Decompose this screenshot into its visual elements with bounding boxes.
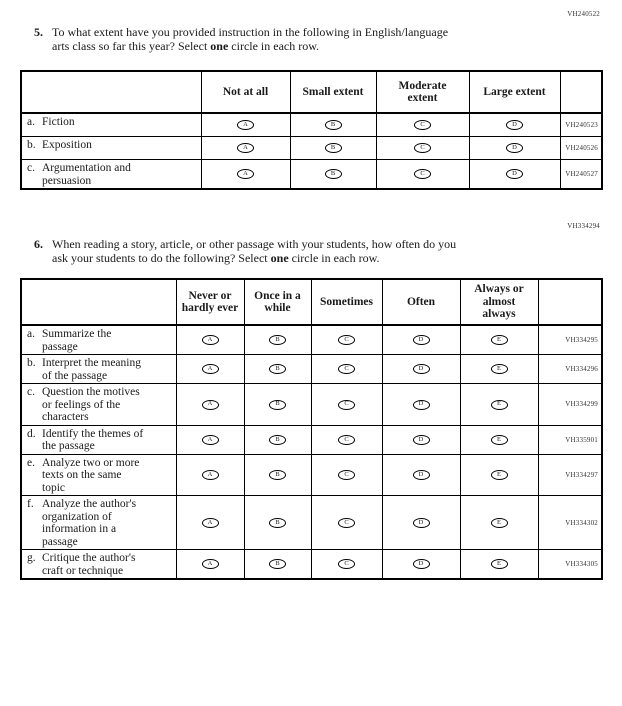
row-label-text xyxy=(42,498,172,548)
row-label-cell xyxy=(21,325,176,355)
question-6-line2-post: circle in each row. xyxy=(288,251,380,265)
row-label xyxy=(27,386,172,424)
answer-bubble[interactable] xyxy=(325,120,342,130)
row-label-text xyxy=(42,139,197,152)
column-header xyxy=(244,279,311,325)
question-5-number: 5. xyxy=(34,25,43,39)
answer-cell xyxy=(382,384,460,426)
answer-bubble[interactable] xyxy=(414,169,431,179)
code-header-cell xyxy=(560,71,602,113)
answer-cell xyxy=(460,454,538,496)
bubble-letter: E xyxy=(497,435,501,443)
q5-table xyxy=(20,70,603,190)
answer-bubble[interactable] xyxy=(413,364,430,374)
row-label-line: persuasion xyxy=(42,174,92,187)
column-header-line: while xyxy=(264,302,291,314)
question-6-line2-pre: ask your students to do the following? Select xyxy=(52,251,271,265)
row-letter: b. xyxy=(27,139,36,151)
question-5-line2-bold: one xyxy=(210,39,229,53)
bubble-letter: E xyxy=(497,365,501,373)
answer-cell xyxy=(460,355,538,384)
column-header xyxy=(469,71,560,113)
row-label-text xyxy=(42,116,197,129)
question-5-text-line2 xyxy=(52,39,587,53)
column-header-line: Once in a xyxy=(254,289,301,302)
answer-cell xyxy=(176,496,244,550)
row-label xyxy=(27,552,172,577)
answer-bubble[interactable] xyxy=(491,364,508,374)
row-label-text xyxy=(42,457,172,495)
column-header-line: Small extent xyxy=(302,85,364,98)
bubble-letter: A xyxy=(243,121,248,129)
row-label-line: or feelings of the xyxy=(42,398,121,411)
bubble-letter: D xyxy=(418,365,424,373)
answer-bubble[interactable] xyxy=(491,400,508,410)
row-label xyxy=(27,457,172,495)
row-label-line: passage xyxy=(42,535,78,548)
row-label-line: passage xyxy=(42,340,78,353)
bubble-letter: A xyxy=(243,170,248,178)
row-label-line: texts on the same xyxy=(42,469,122,481)
row-label-line: Analyze the author's xyxy=(42,498,137,510)
row-label-line: the passage xyxy=(42,440,95,452)
column-header-line: extent xyxy=(407,92,438,104)
answer-bubble[interactable] xyxy=(338,518,355,528)
row-code: VH335901 xyxy=(538,425,602,454)
answer-bubble[interactable] xyxy=(202,364,219,374)
row-letter: c. xyxy=(27,386,35,398)
answer-cell xyxy=(244,496,311,550)
answer-bubble[interactable] xyxy=(338,470,355,480)
bubble-letter: D xyxy=(418,518,424,526)
row-label-cell xyxy=(21,550,176,580)
row-label-line: information in a xyxy=(42,523,117,535)
answer-cell xyxy=(382,325,460,355)
bubble-letter: B xyxy=(275,560,280,568)
answer-cell xyxy=(290,113,376,137)
answer-cell xyxy=(176,325,244,355)
row-code: VH334299 xyxy=(538,384,602,426)
header-row xyxy=(21,71,602,113)
row-letter: a. xyxy=(27,328,35,340)
column-header-line: Not at all xyxy=(222,85,269,98)
row-label-text xyxy=(42,552,172,577)
column-header-line: Never or xyxy=(188,289,232,302)
row-label-line: organization of xyxy=(42,510,112,523)
answer-bubble[interactable] xyxy=(202,518,219,528)
answer-bubble[interactable] xyxy=(269,400,286,410)
question-6-text xyxy=(52,237,587,265)
row-letter: e. xyxy=(27,456,35,469)
row-label-line: Question the motives xyxy=(42,386,140,398)
column-header xyxy=(201,71,290,113)
row-label xyxy=(27,357,172,382)
question-5-text-line1: To what extent have you provided instruction in the following in English/language xyxy=(52,25,449,39)
answer-bubble[interactable] xyxy=(202,435,219,445)
table-row xyxy=(21,425,602,454)
column-header xyxy=(382,279,460,325)
bubble-letter: D xyxy=(418,435,424,443)
bubble-letter: E xyxy=(497,518,501,526)
row-label-text xyxy=(42,428,172,453)
table-row xyxy=(21,160,602,190)
bubble-letter: A xyxy=(207,400,213,408)
row-label-line: craft or technique xyxy=(42,564,124,577)
answer-bubble[interactable] xyxy=(338,400,355,410)
answer-cell xyxy=(460,384,538,426)
row-label-line: Identify the themes of xyxy=(42,427,144,440)
answer-cell xyxy=(244,355,311,384)
stub-header-cell xyxy=(21,279,176,325)
bubble-letter: A xyxy=(207,518,213,526)
table-row xyxy=(21,355,602,384)
table-row xyxy=(21,384,602,426)
column-header-line: almost xyxy=(482,295,516,308)
answer-bubble[interactable] xyxy=(338,364,355,374)
row-letter: d. xyxy=(27,427,36,440)
bubble-letter: D xyxy=(512,144,517,152)
bubble-letter: E xyxy=(497,560,501,568)
answer-cell xyxy=(311,454,382,496)
answer-bubble[interactable] xyxy=(506,120,523,130)
answer-bubble[interactable] xyxy=(269,335,286,345)
bubble-letter: E xyxy=(497,336,501,344)
column-header-line: always xyxy=(482,308,516,321)
row-code: VH240523 xyxy=(560,113,602,137)
answer-cell xyxy=(201,113,290,137)
answer-cell xyxy=(376,137,469,160)
answer-bubble[interactable] xyxy=(506,169,523,179)
answer-cell xyxy=(311,355,382,384)
column-header-line: Often xyxy=(406,295,436,308)
question-6-text-line2 xyxy=(52,251,587,265)
answer-cell xyxy=(382,454,460,496)
bubble-letter: D xyxy=(418,400,424,408)
answer-bubble[interactable] xyxy=(237,120,254,130)
row-label xyxy=(27,428,172,453)
answer-bubble[interactable] xyxy=(338,559,355,569)
bubble-letter: D xyxy=(418,560,424,568)
answer-cell xyxy=(176,384,244,426)
bubble-letter: B xyxy=(275,435,280,443)
answer-bubble[interactable] xyxy=(506,143,523,153)
answer-bubble[interactable] xyxy=(491,470,508,480)
row-label-line: Exposition xyxy=(42,139,92,151)
bubble-letter: B xyxy=(275,336,280,344)
row-code: VH334297 xyxy=(538,454,602,496)
bubble-letter: A xyxy=(207,435,213,443)
answer-cell xyxy=(244,425,311,454)
answer-cell xyxy=(290,137,376,160)
answer-bubble[interactable] xyxy=(413,400,430,410)
answer-cell xyxy=(311,384,382,426)
column-header-line: Large extent xyxy=(483,85,546,98)
answer-bubble[interactable] xyxy=(237,143,254,153)
answer-cell xyxy=(290,160,376,190)
bubble-letter: C xyxy=(420,121,425,129)
table-row xyxy=(21,550,602,580)
answer-bubble[interactable] xyxy=(202,400,219,410)
row-code: VH240527 xyxy=(560,160,602,190)
bubble-letter: C xyxy=(420,144,425,152)
row-label-line: of the passage xyxy=(42,369,108,382)
row-label-text xyxy=(42,328,172,353)
row-label-text xyxy=(42,386,172,424)
row-label-line: topic xyxy=(42,481,65,494)
column-header xyxy=(290,71,376,113)
answer-cell xyxy=(469,160,560,190)
row-label xyxy=(27,116,197,129)
column-header-line: hardly ever xyxy=(181,302,239,314)
answer-cell xyxy=(176,355,244,384)
row-label-line: Interpret the meaning xyxy=(42,357,141,369)
answer-bubble[interactable] xyxy=(414,143,431,153)
row-label-cell xyxy=(21,425,176,454)
table-row xyxy=(21,325,602,355)
row-letter: b. xyxy=(27,357,36,369)
row-label xyxy=(27,139,197,152)
bubble-letter: D xyxy=(418,336,424,344)
code-header-cell xyxy=(538,279,602,325)
column-header xyxy=(376,71,469,113)
answer-bubble[interactable] xyxy=(413,518,430,528)
bubble-letter: A xyxy=(207,470,213,478)
row-code: VH334305 xyxy=(538,550,602,580)
column-header xyxy=(460,279,538,325)
row-label-line: Summarize the xyxy=(42,328,112,340)
column-header xyxy=(176,279,244,325)
row-label-cell xyxy=(21,454,176,496)
answer-bubble[interactable] xyxy=(338,335,355,345)
answer-bubble[interactable] xyxy=(491,559,508,569)
bubble-letter: C xyxy=(344,560,349,568)
row-label-line: Fiction xyxy=(42,116,75,128)
header-row xyxy=(21,279,602,325)
answer-cell xyxy=(201,160,290,190)
answer-bubble[interactable] xyxy=(413,335,430,345)
answer-cell xyxy=(176,550,244,580)
item-code-q6: VH334294 xyxy=(567,222,600,230)
answer-cell xyxy=(176,454,244,496)
bubble-letter: A xyxy=(243,144,248,152)
q6-table xyxy=(20,278,603,580)
answer-bubble[interactable] xyxy=(325,143,342,153)
answer-cell xyxy=(311,325,382,355)
row-label-cell xyxy=(21,113,201,137)
row-label-line: Argumentation and xyxy=(42,162,131,174)
bubble-letter: E xyxy=(497,470,501,478)
answer-bubble[interactable] xyxy=(413,470,430,480)
answer-bubble[interactable] xyxy=(202,470,219,480)
row-label xyxy=(27,162,197,187)
bubble-letter: B xyxy=(275,400,280,408)
answer-bubble[interactable] xyxy=(202,559,219,569)
question-5-text xyxy=(52,25,587,53)
bubble-letter: E xyxy=(497,400,501,408)
row-label-line: characters xyxy=(42,411,89,423)
answer-bubble[interactable] xyxy=(491,435,508,445)
table-row xyxy=(21,454,602,496)
answer-cell xyxy=(244,454,311,496)
table-row xyxy=(21,137,602,160)
row-label-line: Critique the author's xyxy=(42,552,136,564)
bubble-letter: B xyxy=(275,518,280,526)
row-letter: c. xyxy=(27,162,35,174)
bubble-letter: B xyxy=(275,365,280,373)
answer-cell xyxy=(382,355,460,384)
question-6-number: 6. xyxy=(34,237,43,251)
row-label-cell xyxy=(21,355,176,384)
answer-cell xyxy=(311,550,382,580)
bubble-letter: C xyxy=(420,170,425,178)
bubble-letter: C xyxy=(344,400,349,408)
row-label-cell xyxy=(21,137,201,160)
answer-cell xyxy=(382,496,460,550)
row-letter: a. xyxy=(27,116,35,128)
answer-bubble[interactable] xyxy=(237,169,254,179)
row-letter: f. xyxy=(27,498,34,510)
answer-cell xyxy=(460,496,538,550)
row-letter: g. xyxy=(27,552,36,564)
answer-bubble[interactable] xyxy=(269,518,286,528)
row-code: VH334302 xyxy=(538,496,602,550)
bubble-letter: D xyxy=(512,121,517,129)
row-label-cell xyxy=(21,160,201,190)
row-label-line: Analyze two or more xyxy=(42,456,140,469)
answer-cell xyxy=(376,160,469,190)
question-5 xyxy=(34,25,587,53)
item-code-q5: VH240522 xyxy=(567,10,600,18)
bubble-letter: A xyxy=(207,365,213,373)
answer-bubble[interactable] xyxy=(413,435,430,445)
answer-cell xyxy=(460,550,538,580)
answer-cell xyxy=(311,496,382,550)
bubble-letter: A xyxy=(207,336,213,344)
answer-cell xyxy=(460,325,538,355)
row-code: VH240526 xyxy=(560,137,602,160)
bubble-letter: C xyxy=(344,435,349,443)
answer-cell xyxy=(201,137,290,160)
row-label xyxy=(27,498,172,548)
answer-cell xyxy=(469,113,560,137)
question-6 xyxy=(34,237,587,265)
answer-bubble[interactable] xyxy=(413,559,430,569)
answer-cell xyxy=(244,384,311,426)
answer-cell xyxy=(244,325,311,355)
answer-cell xyxy=(176,425,244,454)
bubble-letter: D xyxy=(418,470,424,478)
answer-cell xyxy=(376,113,469,137)
bubble-letter: B xyxy=(275,470,280,478)
bubble-letter: B xyxy=(330,144,336,152)
bubble-letter: C xyxy=(344,365,349,373)
column-header-line: Always or xyxy=(474,283,524,296)
answer-cell xyxy=(311,425,382,454)
answer-cell xyxy=(382,425,460,454)
row-label-cell xyxy=(21,496,176,550)
answer-cell xyxy=(460,425,538,454)
answer-bubble[interactable] xyxy=(269,559,286,569)
answer-bubble[interactable] xyxy=(414,120,431,130)
column-header xyxy=(311,279,382,325)
bubble-letter: D xyxy=(512,170,517,178)
stub-header-cell xyxy=(21,71,201,113)
row-label-text xyxy=(42,357,172,382)
column-header-line: Moderate xyxy=(398,79,447,92)
answer-bubble[interactable] xyxy=(325,169,342,179)
bubble-letter: C xyxy=(344,336,349,344)
row-code: VH334296 xyxy=(538,355,602,384)
row-code: VH334295 xyxy=(538,325,602,355)
row-label xyxy=(27,328,172,353)
answer-bubble[interactable] xyxy=(491,335,508,345)
table-row xyxy=(21,113,602,137)
row-label-text xyxy=(42,162,197,187)
bubble-letter: A xyxy=(207,560,213,568)
answer-cell xyxy=(469,137,560,160)
answer-bubble[interactable] xyxy=(269,435,286,445)
answer-bubble[interactable] xyxy=(269,364,286,374)
answer-cell xyxy=(244,550,311,580)
bubble-letter: C xyxy=(344,470,349,478)
answer-bubble[interactable] xyxy=(202,335,219,345)
bubble-letter: B xyxy=(330,170,336,178)
table-row xyxy=(21,496,602,550)
answer-bubble[interactable] xyxy=(491,518,508,528)
answer-bubble[interactable] xyxy=(269,470,286,480)
answer-cell xyxy=(382,550,460,580)
question-5-line2-pre: arts class so far this year? Select xyxy=(52,39,211,53)
bubble-letter: C xyxy=(344,518,349,526)
answer-bubble[interactable] xyxy=(338,435,355,445)
question-6-line2-bold: one xyxy=(270,251,289,265)
column-header-line: Sometimes xyxy=(319,295,373,308)
bubble-letter: B xyxy=(330,121,336,129)
question-6-text-line1: When reading a story, article, or other passage with your students, how often do you xyxy=(52,237,457,251)
row-label-cell xyxy=(21,384,176,426)
question-5-line2-post: circle in each row. xyxy=(228,39,320,53)
